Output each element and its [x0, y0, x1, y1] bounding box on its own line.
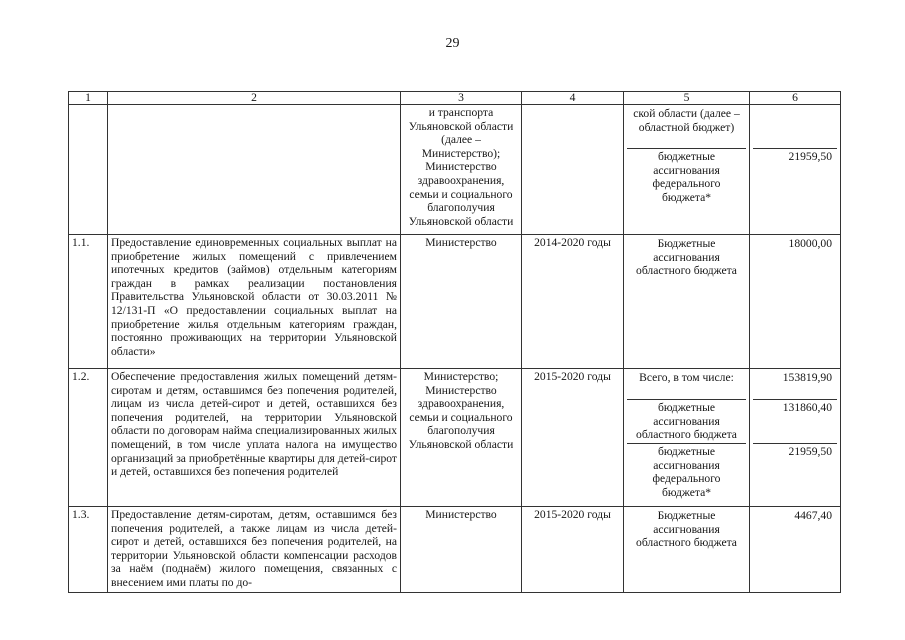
row-number: 1.2. [69, 369, 108, 507]
row-sources [624, 369, 750, 507]
row-period: 2015-2020 годы [522, 369, 624, 507]
source-amount [753, 106, 837, 148]
row-description: Обеспечение предоставления жилых помещений детям-сиротам и детям, оставшимся без попечения родителей, лицам из числа детей-сирот и детей, оставшихся без попечения родителей, на территории Ульяновской области по договорам найма специализированных жилых помещений, в том числе уплата налога на имущество организаций за приобретённые квартиры для детей-сирот и детей, оставшихся без попечения родителей [108, 369, 401, 507]
table-row [69, 235, 841, 369]
row-description: Предоставление единовременных социальных выплат на приобретение жилых помещений с привлечением ипотечных кредитов (займов) отдельным категориям граждан в рамках реализации постановления Правительства Ульяновской области от 30.03.2011 № 12/131-П «О предоставлении социальных выплат на приобретение жилья отдельным категориям граждан, постоянно проживающих на территории Ульяновской области» [108, 235, 401, 369]
source-amount: 21959,50 [753, 148, 837, 165]
row-period: 2014-2020 годы [522, 235, 624, 369]
table-row [69, 105, 841, 235]
col-header-5: 5 [624, 92, 750, 105]
row-sources [624, 105, 750, 235]
row-executor: и транспорта Ульяновской области (далее – Министерство); Министерство здравоохранения, семьи и социального благополучия Ульяновской области [401, 105, 522, 235]
header-row [69, 92, 841, 105]
col-header-2: 2 [108, 92, 401, 105]
source-amount: 21959,50 [753, 443, 837, 460]
row-executor: Министерство [401, 235, 522, 369]
col-header-3: 3 [401, 92, 522, 105]
source-amount: 18000,00 [788, 237, 832, 250]
row-number [69, 105, 108, 235]
row-amounts [750, 235, 841, 369]
program-table [68, 91, 841, 593]
source-amount: 153819,90 [782, 371, 832, 384]
source-label: бюджетные ассигнования областного бюджета [627, 399, 746, 443]
source-amount: 131860,40 [753, 399, 837, 443]
table-row [69, 369, 841, 507]
col-header-6: 6 [750, 92, 841, 105]
col-header-4: 4 [522, 92, 624, 105]
table-row [69, 507, 841, 593]
source-label: бюджетные ассигнования федерального бюджета* [627, 443, 746, 500]
source-label: Бюджетные ассигнования областного бюджета [636, 237, 737, 278]
col-header-1: 1 [69, 92, 108, 105]
row-amounts [750, 507, 841, 593]
row-number: 1.1. [69, 235, 108, 369]
page-number: 29 [445, 36, 460, 51]
row-period: 2015-2020 годы [522, 507, 624, 593]
source-label: ской области (далее – областной бюджет) [633, 107, 740, 134]
source-label: Бюджетные ассигнования областного бюджета [636, 509, 737, 550]
row-executor: Министерство [401, 507, 522, 593]
row-sources [624, 507, 750, 593]
row-description: Предоставление детям-сиротам, детям, оставшимся без попечения родителей, а также лицам из числа детей-сирот и детей, оставшихся без попечения родителей, на территории Ульяновской области компенсации расходов за наём (поднаём) жилого помещения, связанных с внесением ими платы по до- [108, 507, 401, 593]
row-amounts [750, 369, 841, 507]
source-label: бюджетные ассигнования федерального бюджета* [627, 148, 746, 205]
row-amounts [750, 105, 841, 235]
row-period [522, 105, 624, 235]
row-executor: Министерство; Министерство здравоохранения, семьи и социального благополучия Ульяновской области [401, 369, 522, 507]
source-label: Всего, в том числе: [639, 371, 734, 384]
source-amount: 4467,40 [794, 509, 832, 522]
row-description [108, 105, 401, 235]
row-number: 1.3. [69, 507, 108, 593]
row-sources [624, 235, 750, 369]
